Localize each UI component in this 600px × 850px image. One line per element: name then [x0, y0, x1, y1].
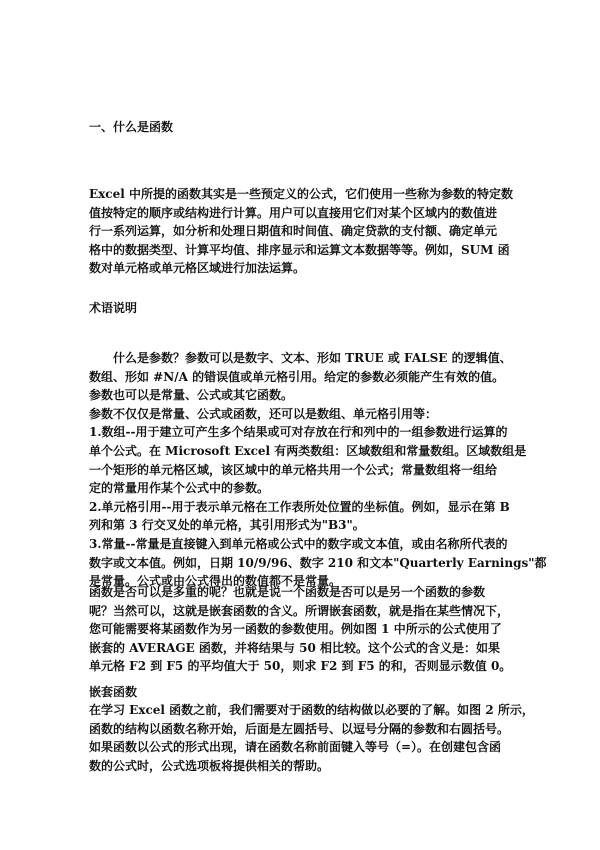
paragraph-function-structure: [89, 701, 534, 775]
text-line: 函数的结构以函数名称开始，后面是左圆括号、以逗号分隔的参数和右圆括号。: [89, 721, 510, 736]
text-line: 1.数组--用于建立可产生多个结果或可对存放在行和列中的一组参数进行运算的: [89, 425, 508, 440]
text-line: 3.常量--常量是直接键入到单元格或公式中的数字或文本值，或由名称所代表的: [89, 536, 508, 551]
text-line: 嵌套的 AVERAGE 函数，并将结果与 50 相比较。这个公式的含义是：如果: [89, 640, 500, 655]
paragraph-nested-question: [89, 583, 515, 676]
text-line: 格中的数据类型、计算平均值、排序显示和运算文本数据等等。例如，SUM 函: [89, 242, 510, 257]
text-line: 数组、形如 #N/A 的错误值或单元格引用。给定的参数必须能产生有效的值。: [89, 369, 505, 384]
text-line: 值按特定的顺序或结构进行计算。用户可以直接用它们对某个区域内的数值进: [89, 205, 498, 220]
text-line: 呢？当然可以，这就是嵌套函数的含义。所谓嵌套函数，就是指在某些情况下，: [89, 603, 510, 618]
text-line: 列和第 3 行交叉处的单元格，其引用形式为"B3"。: [89, 518, 365, 533]
text-line: 是常量。公式或由公式得出的数值都不是常量。: [89, 574, 342, 589]
text-line: 在学习 Excel 函数之前，我们需要对于函数的结构做以必要的了解。如图 2 所示，: [89, 703, 534, 717]
text-line: 2.单元格引用--用于表示单元格在工作表所处位置的坐标值。例如，显示在第 B: [89, 499, 510, 514]
text-line: 行一系列运算，如分析和处理日期值和时间值、确定贷款的支付额、确定单元: [89, 224, 498, 239]
text-line: 单元格 F2 到 F5 的平均值大于 50，则求 F2 到 F5 的和，否则显示数值 0。: [89, 659, 512, 674]
text-line: 数的公式时，公式选项板将提供相关的帮助。: [89, 758, 330, 773]
heading-nested-functions: 嵌套函数: [89, 685, 138, 699]
text-line: 一个矩形的单元格区域，该区域中的单元格共用一个公式；常量数组将一组给: [89, 462, 498, 477]
text-line: 什么是参数？参数可以是数字、文本、形如 TRUE 或 FALSE 的逻辑值、: [113, 351, 512, 365]
paragraph-parameters: [89, 349, 547, 591]
text-line: 数对单元格或单元格区域进行加法运算。: [89, 261, 306, 276]
text-line: 定的常量用作某个公式中的参数。: [89, 481, 270, 496]
heading-terminology: 术语说明: [89, 301, 138, 315]
text-line: 参数不仅仅是常量、公式或函数，还可以是数组、单元格引用等：: [89, 406, 438, 421]
heading-what-is-function: 一、什么是函数: [89, 120, 174, 134]
text-line: 如果函数以公式的形式出现，请在函数名称前面键入等号（=）。在创建包含函: [89, 740, 502, 755]
paragraph-function-definition: [89, 185, 515, 278]
text-line: 单个公式。在 Microsoft Excel 有两类数组：区域数组和常量数组。区域数组是: [89, 443, 527, 458]
text-line: 函数是否可以是多重的呢？也就是说一个函数是否可以是另一个函数的参数: [89, 585, 486, 599]
text-line: 参数也可以是常量、公式或其它函数。: [89, 388, 294, 403]
text-line: 数字或文本值。例如，日期 10/9/96、数字 210 和文本"Quarterly Earnings"都: [89, 555, 547, 570]
text-line: 您可能需要将某函数作为另一函数的参数使用。例如图 1 中所示的公式使用了: [89, 622, 502, 637]
text-line: Excel 中所提的函数其实是一些预定义的公式，它们使用一些称为参数的特定数: [89, 187, 513, 201]
